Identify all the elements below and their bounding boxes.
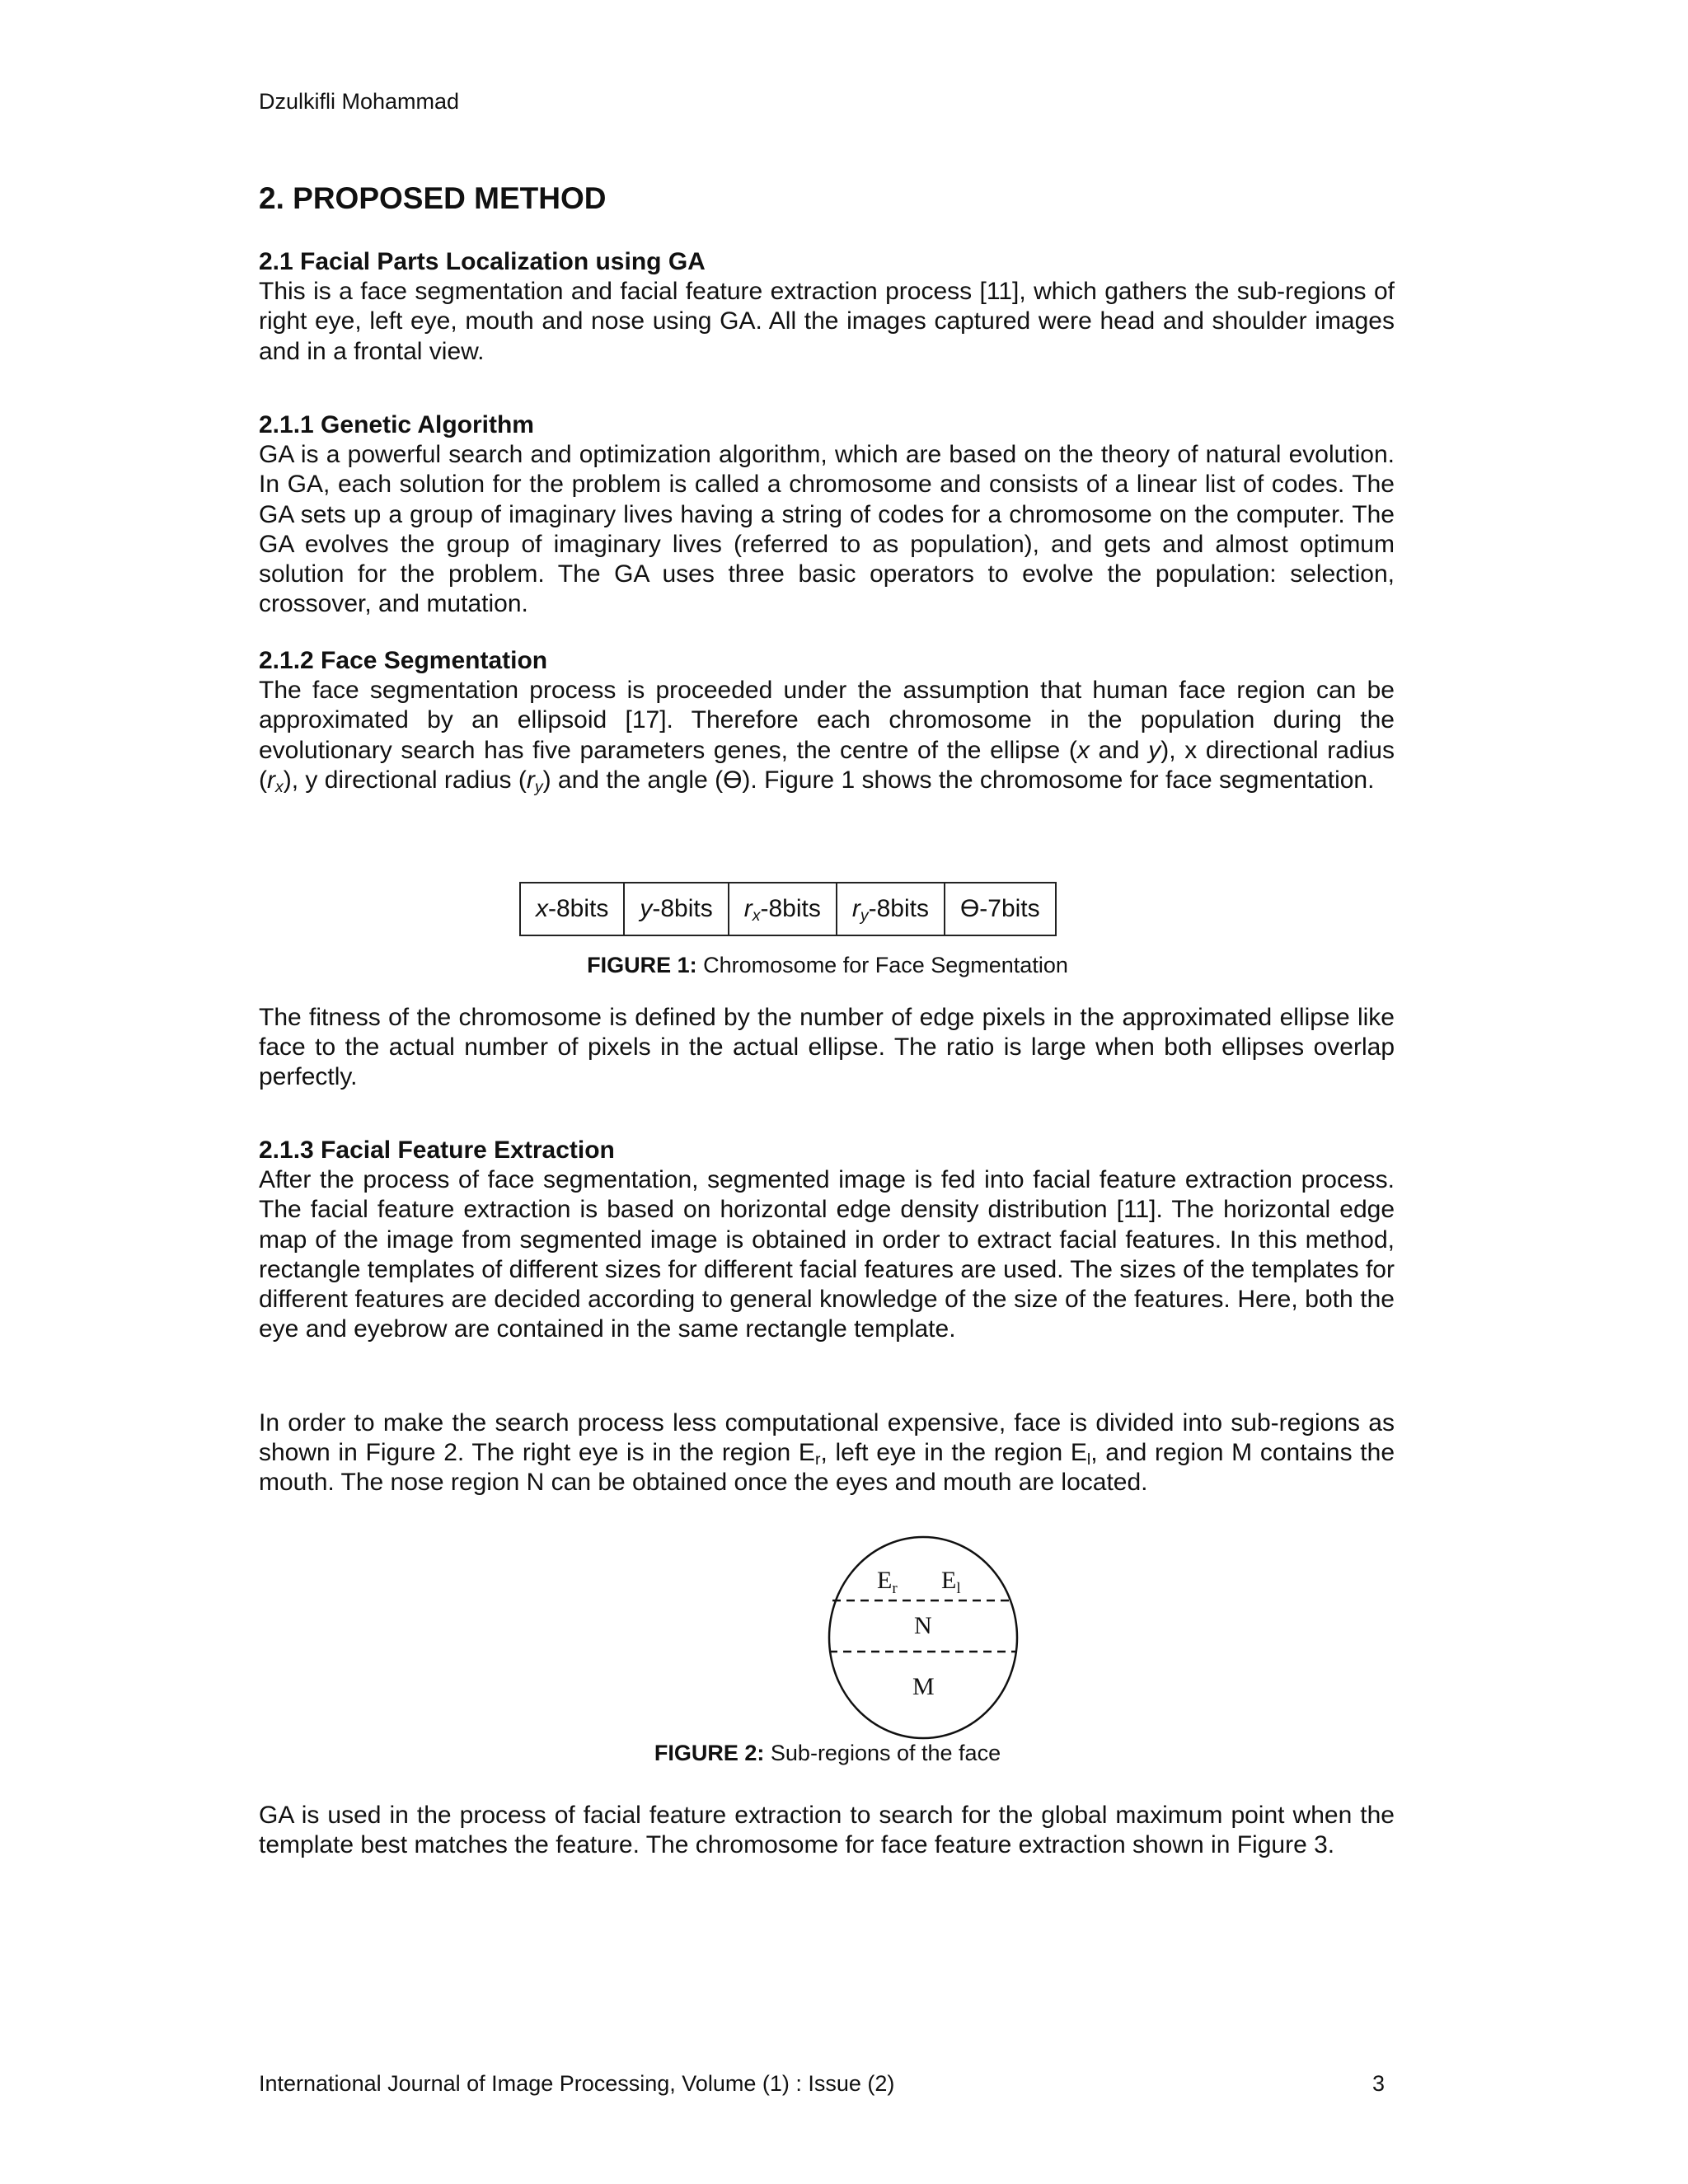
closing-paragraph: GA is used in the process of facial feature extraction to search for the global maximum point when the template best matches the feature. The chromosome for face feature extraction shown in Figure 3. bbox=[259, 1802, 1395, 1859]
running-header: Dzulkifli Mohammad bbox=[259, 89, 460, 114]
gene-cell-y: y-8bits bbox=[624, 883, 728, 935]
section-2-1-3 bbox=[259, 1136, 1395, 1344]
gene-cell-theta: Ө-7bits bbox=[945, 883, 1056, 935]
heading-2-1: 2.1 Facial Parts Localization using GA bbox=[259, 248, 706, 275]
footer-page-number: 3 bbox=[1372, 2071, 1385, 2096]
paragraph-2-1-3: After the process of face segmentation, segmented image is fed into facial feature extraction process. The facial feature extraction is based on horizontal edge density distribution [11]. The horizontal edge map of the image from segmented image is obtained in order to extract facial features. In this method, rectangle templates of different sizes for different facial features are used. The sizes of the templates for different features are decided according to general knowledge of the size of the features. Here, both the eye and eyebrow are contained in the same rectangle template. bbox=[259, 1166, 1395, 1343]
gene-cell-rx: $r_x-8bits$ bbox=[729, 883, 837, 935]
section-title: 2. PROPOSED METHOD bbox=[259, 181, 607, 215]
fitness-paragraph-block bbox=[259, 1003, 1395, 1093]
figure-2-caption: FIGURE 2: Sub-regions of the face bbox=[654, 1741, 1001, 1765]
gene-cell-ry: $r_y-8bits$ bbox=[837, 883, 945, 935]
closing-block bbox=[259, 1801, 1395, 1860]
paragraph-2-1: This is a face segmentation and facial feature extraction process [11], which gathers the sub-regions of right eye, left eye, mouth and nose using GA. All the images captured were head and shoulder images and in a frontal view. bbox=[259, 278, 1395, 365]
paragraph-2-1-1: GA is a powerful search and optimization algorithm, which are based on the theory of natural evolution. In GA, each solution for the problem is called a chromosome and consists of a linear list of codes. The GA sets up a group of imaginary lives having a string of codes for a chromosome on the computer. The GA evolves the group of imaginary lives (referred to as population), and gets and almost optimum solution for the problem. The GA uses three basic operators to evolve the population: selection, crossover, and mutation. bbox=[259, 441, 1395, 618]
figure-1-caption: FIGURE 1: Chromosome for Face Segmentation bbox=[587, 953, 1068, 977]
gene-cell-x: x-8bits bbox=[520, 883, 624, 935]
face-subregions-diagram bbox=[824, 1535, 1022, 1741]
section-2-1-1 bbox=[259, 410, 1395, 619]
label-nose-region: N bbox=[914, 1612, 932, 1639]
section-2-1-2 bbox=[259, 646, 1395, 795]
heading-2-1-2: 2.1.2 Face Segmentation bbox=[259, 647, 548, 674]
label-right-eye-region: $E_r$ bbox=[877, 1567, 898, 1597]
footer-journal: International Journal of Image Processing, Volume (1) : Issue (2) bbox=[259, 2071, 895, 2096]
heading-2-1-3: 2.1.3 Facial Feature Extraction bbox=[259, 1137, 615, 1164]
subregions-paragraph: In order to make the search process less computational expensive, face is divided into sub-regions as shown in Figure 2. The right eye is in the region $E_r$, left eye in the region $E_l$, and region M contains the mouth. The nose region N can be obtained once the eyes and mouth are located. bbox=[259, 1409, 1395, 1497]
page-footer bbox=[259, 2071, 1385, 2097]
chromosome-table bbox=[519, 882, 1057, 936]
heading-2-1-1: 2.1.1 Genetic Algorithm bbox=[259, 411, 534, 438]
label-left-eye-region: $E_l$ bbox=[941, 1567, 961, 1597]
subregions-block bbox=[259, 1408, 1395, 1498]
paragraph-2-1-2: The face segmentation process is proceeded under the assumption that human face region can be approximated by an ellipsoid [17]. Therefore each chromosome in the population during the evolutionary search has five parameters genes, the centre of the ellipse (x and y), x directional radius $(r_x)$, y directional radius $(r_y)$ and the angle (Ө). Figure 1 shows the chromosome for face segmentation. bbox=[259, 677, 1395, 796]
section-2-1 bbox=[259, 247, 1395, 367]
label-mouth-region: M bbox=[912, 1673, 935, 1700]
fitness-paragraph: The fitness of the chromosome is defined by the number of edge pixels in the approximated ellipse like face to the actual number of pixels in the actual ellipse. The ratio is large when both ellipses overlap perfectly. bbox=[259, 1004, 1395, 1091]
